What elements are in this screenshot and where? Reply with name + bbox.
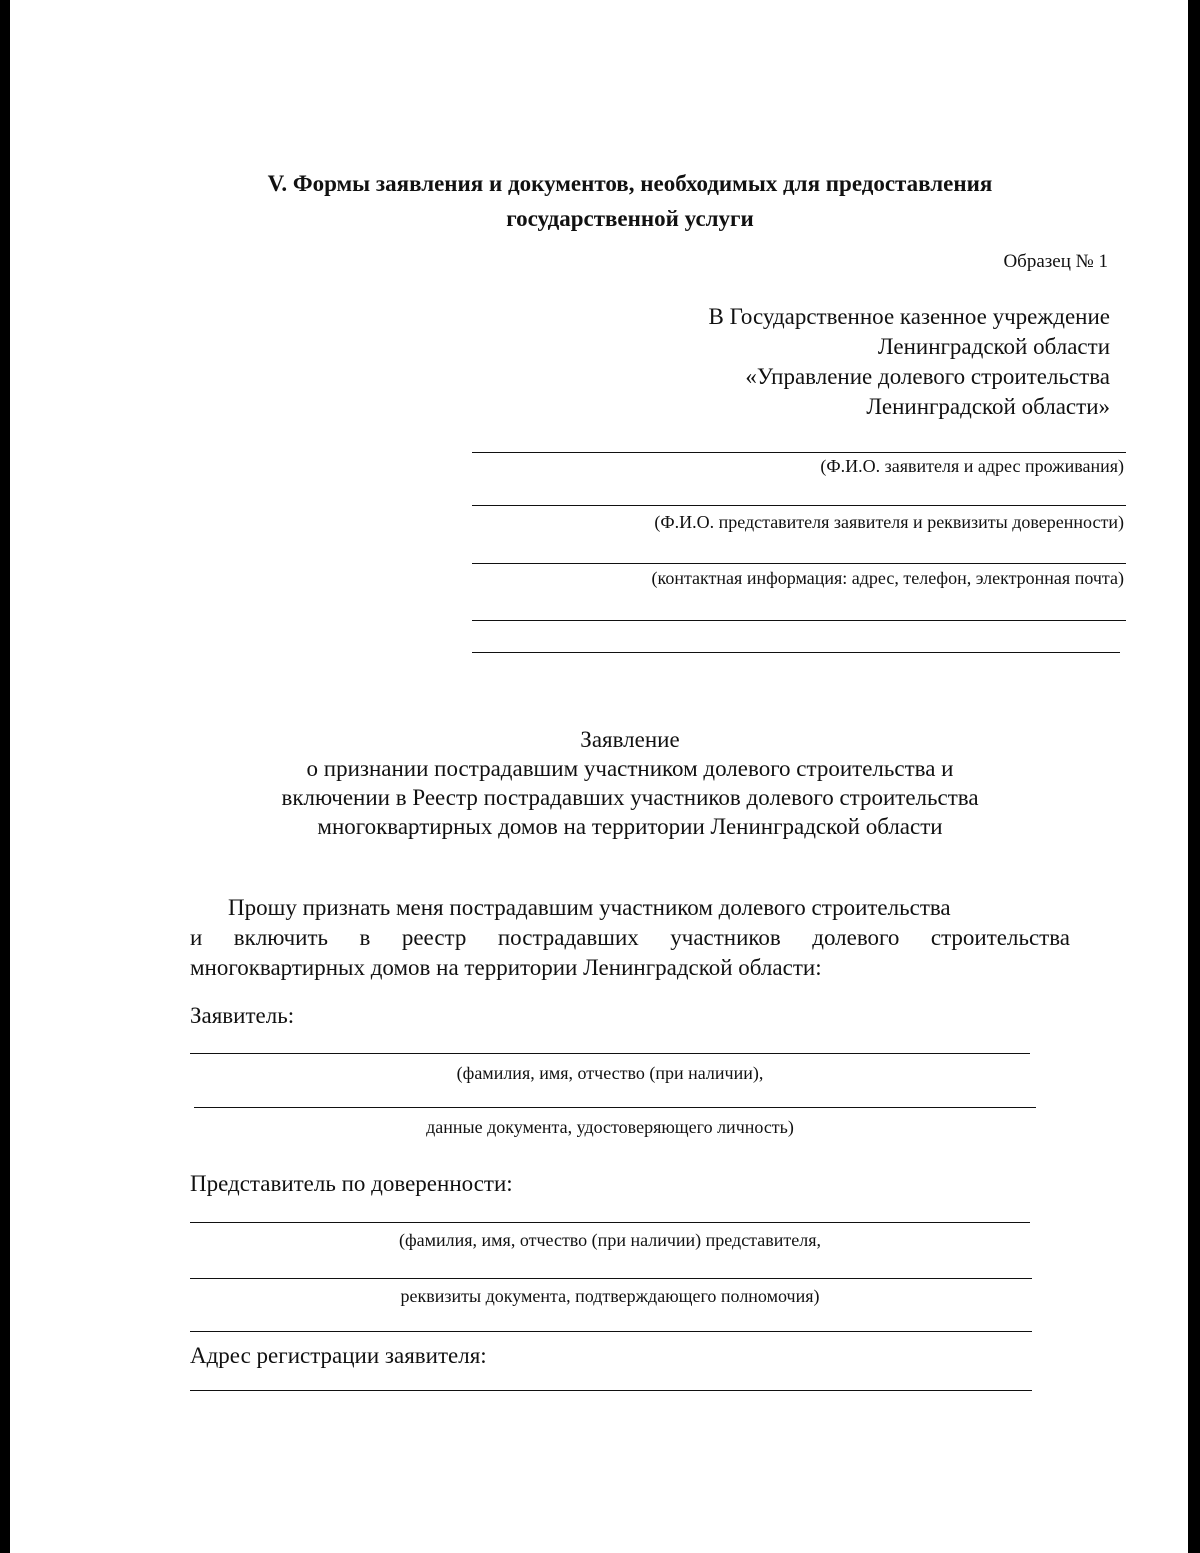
representative-document-fill-line[interactable] (190, 1278, 1032, 1279)
sample-label: Образец № 1 (1003, 251, 1108, 272)
section-heading-line2: государственной услуги (506, 206, 754, 231)
representative-fio-fill-line[interactable] (472, 505, 1126, 506)
representative-label: Представитель по доверенности: (190, 1171, 513, 1196)
contact-info-fill-line[interactable] (472, 563, 1126, 564)
applicant-name-fill-line[interactable] (190, 1053, 1030, 1054)
contact-info-caption: (контактная информация: адрес, телефон, электронная почта) (651, 568, 1124, 588)
addressee-line4: Ленинградской области» (866, 394, 1110, 419)
scan-border-left (0, 0, 10, 1553)
statement-title (150, 725, 1110, 841)
request-line1: Прошу признать меня пострадавшим участником долевого строительства (228, 895, 951, 920)
addressee-line2: Ленинградской области (877, 334, 1110, 359)
applicant-document-caption: данные документа, удостоверяющего личность) (426, 1117, 794, 1137)
representative-document-caption: реквизиты документа, подтверждающего полномочия) (400, 1286, 820, 1306)
applicant-name-caption: (фамилия, имя, отчество (при наличии), (456, 1063, 764, 1083)
addressee-line1: В Государственное казенное учреждение (708, 304, 1110, 329)
scan-border-right (1188, 0, 1200, 1553)
applicant-label: Заявитель: (190, 1003, 295, 1028)
request-line3: многоквартирных домов на территории Ленинградской области: (190, 955, 822, 980)
registration-address-label: Адрес регистрации заявителя: (190, 1343, 487, 1368)
statement-title-line4: многоквартирных домов на территории Ленинградской области (317, 814, 943, 839)
section-heading (150, 166, 1110, 236)
statement-title-line2: о признании пострадавшим участником долевого строительства и (306, 756, 954, 781)
request-paragraph (190, 893, 1070, 983)
registration-address-fill-line[interactable] (190, 1390, 1032, 1391)
applicant-document-fill-line[interactable] (194, 1107, 1036, 1108)
representative-name-fill-line[interactable] (190, 1222, 1030, 1223)
extra-fill-line-2[interactable] (472, 652, 1120, 653)
statement-title-line3: включении в Реестр пострадавших участников долевого строительства (281, 785, 979, 810)
applicant-fio-caption: (Ф.И.О. заявителя и адрес проживания) (820, 456, 1124, 476)
extra-fill-line-1[interactable] (472, 620, 1126, 621)
section-heading-line1: V. Формы заявления и документов, необходимых для предоставления (267, 171, 993, 196)
request-line2: и включить в реестр пострадавших участников долевого строительства (190, 925, 1070, 950)
addressee-line3: «Управление долевого строительства (745, 364, 1110, 389)
representative-name-caption: (фамилия, имя, отчество (при наличии) представителя, (398, 1230, 822, 1250)
registration-address-top-line[interactable] (190, 1331, 1032, 1332)
applicant-fio-fill-line[interactable] (472, 452, 1126, 453)
representative-fio-caption: (Ф.И.О. представителя заявителя и реквизиты доверенности) (654, 512, 1124, 532)
addressee-block (709, 302, 1110, 422)
statement-title-line1: Заявление (580, 727, 680, 752)
